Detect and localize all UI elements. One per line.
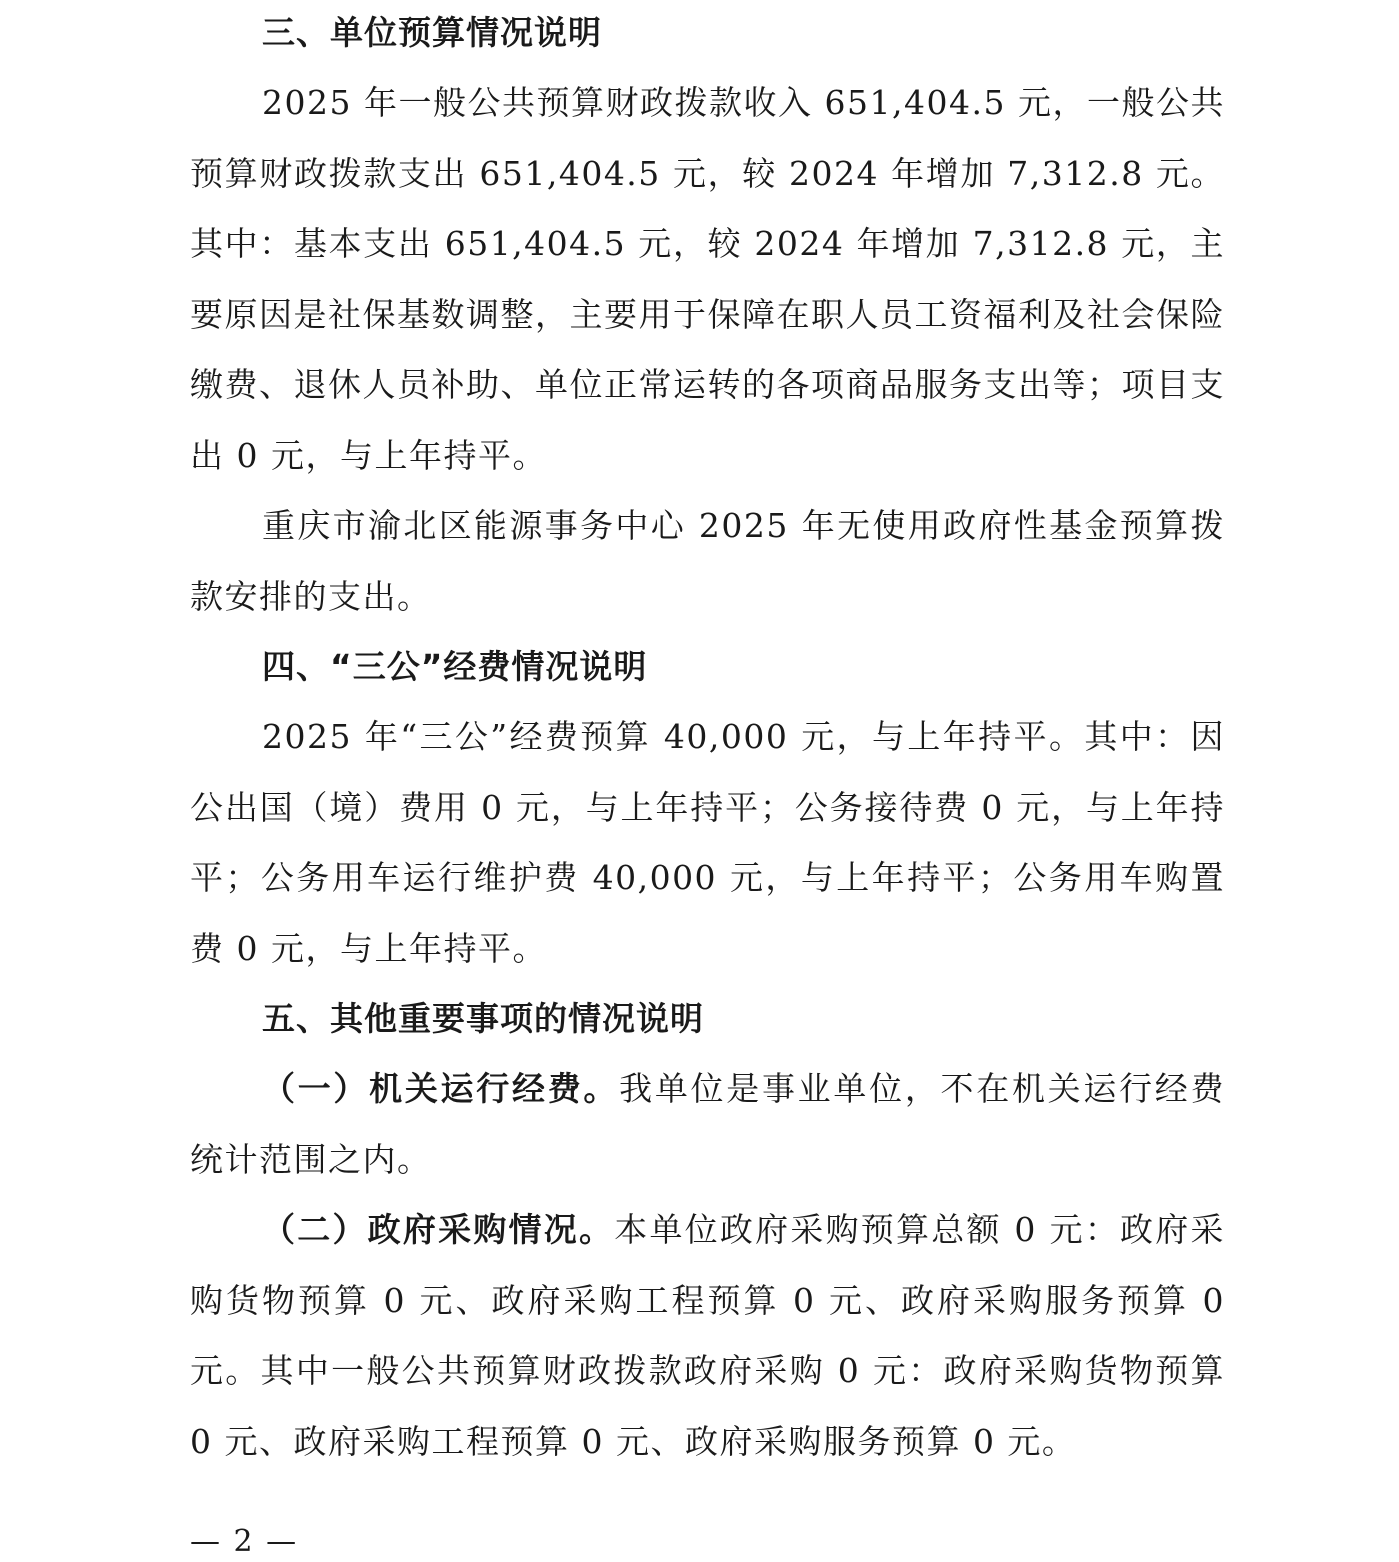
section-5-item-2 xyxy=(190,1195,1225,1477)
section-3-paragraph-1: 2025 年一般公共预算财政拨款收入 651,404.5 元，一般公共预算财政拨款支出 651,404.5 元，较 2024 年增加 7,312.8 元。其中：基本支出 651,404.5 元，较 2024 年增加 7,312.8 元，主要原因是社保基数调整，主要用于保障在职人员工资福利及社会保险缴费、退休人员补助、单位正常运转的各项商品服务支出等；项目支出 0 元，与上年持平。 xyxy=(190,83,1225,475)
document-page xyxy=(190,0,1225,1477)
section-5-item-1 xyxy=(190,1054,1225,1195)
item-2-label: （二）政府采购情况。 xyxy=(262,1210,615,1249)
section-5-heading: 五、其他重要事项的情况说明 xyxy=(262,999,704,1038)
item-1-label: （一）机关运行经费。 xyxy=(262,1069,620,1108)
section-3-paragraph-2: 重庆市渝北区能源事务中心 2025 年无使用政府性基金预算拨款安排的支出。 xyxy=(190,506,1225,616)
item-1-text: 我单位是事业单位，不在机关运行经费统计范围之内。 xyxy=(190,1069,1226,1179)
section-3-heading: 三、单位预算情况说明 xyxy=(262,13,602,52)
section-4-heading: 四、“三公”经费情况说明 xyxy=(262,647,648,686)
item-2-text: 本单位政府采购预算总额 0 元：政府采购货物预算 0 元、政府采购工程预算 0 元、政府采购服务预算 0 元。其中一般公共预算财政拨款政府采购 0 元：政府采购货物预算 0 元、政府采购工程预算 0 元、政府采购服务预算 0 元。 xyxy=(190,1210,1225,1461)
page-number: — 2 — xyxy=(190,1524,299,1559)
section-4-paragraph-1: 2025 年“三公”经费预算 40,000 元，与上年持平。其中：因公出国（境）费用 0 元，与上年持平；公务接待费 0 元，与上年持平；公务用车运行维护费 40,000 元，与上年持平；公务用车购置费 0 元，与上年持平。 xyxy=(190,717,1225,968)
